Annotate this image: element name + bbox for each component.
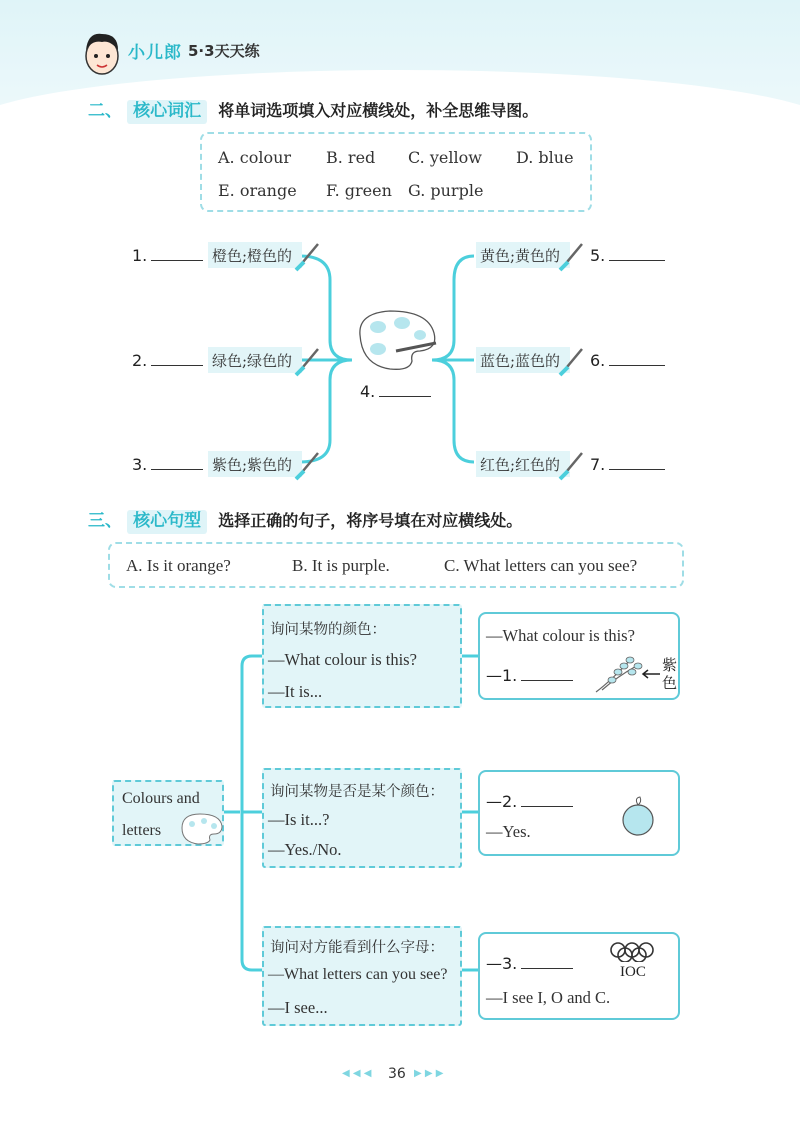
- dialogue-box-3: [478, 932, 680, 1020]
- arrow-left-icon: [640, 668, 662, 680]
- section3-instruction: 选择正确的句子，将序号填在对应横线处。: [218, 511, 523, 530]
- orange-fruit-icon: [618, 794, 658, 838]
- pattern-title: 询问某物是否是某个颜色：: [270, 784, 444, 800]
- word-tag-3: 紫色;紫色的: [208, 451, 302, 477]
- blank-1[interactable]: 1.: [132, 246, 203, 265]
- pattern-title: 询问某物的颜色：: [270, 622, 386, 638]
- blank-3[interactable]: 3.: [132, 455, 203, 474]
- blank-5[interactable]: 5.: [590, 246, 665, 265]
- ioc-label: IOC: [620, 964, 646, 980]
- pattern-line: —What colour is this?: [268, 650, 417, 669]
- sentence-option-c: C. What letters can you see?: [444, 556, 638, 575]
- option-g: G. purple: [408, 181, 484, 200]
- footer-right-arrows: ▶ ▶ ▶: [414, 1068, 444, 1079]
- page-number: 36: [388, 1066, 406, 1082]
- pattern-title: 询问对方能看到什么字母：: [270, 940, 444, 956]
- pattern-line: —Yes./No.: [268, 840, 342, 859]
- footer-left-arrows: ◀ ◀ ◀: [342, 1068, 372, 1079]
- section3-number: 三、: [88, 511, 122, 531]
- option-b: B. red: [326, 148, 376, 167]
- pattern-box-3: [262, 926, 462, 1026]
- pattern-line: —It is...: [268, 682, 323, 701]
- paintbrush-icon: [294, 240, 322, 272]
- dialogue-line: —What colour is this?: [486, 626, 635, 645]
- paintbrush-icon: [294, 449, 322, 481]
- blank-4[interactable]: 4.: [360, 382, 431, 401]
- palette-small-icon: [178, 812, 224, 846]
- sentence-option-a: A. Is it orange?: [126, 556, 231, 575]
- blank-s1[interactable]: —1.: [486, 666, 573, 685]
- pattern-line: —Is it...?: [268, 810, 330, 829]
- blank-s3[interactable]: —3.: [486, 954, 573, 973]
- blank-7[interactable]: 7.: [590, 455, 665, 474]
- paint-palette-icon: [350, 305, 440, 373]
- sentence-options-box: [108, 542, 684, 588]
- word-tag-7: 红色;红色的: [476, 451, 570, 477]
- paintbrush-icon: [558, 240, 586, 272]
- dialogue-box-2: [478, 770, 680, 856]
- brand-logo: 小儿郎: [128, 43, 182, 63]
- option-a: A. colour: [218, 148, 292, 167]
- paintbrush-icon: [558, 345, 586, 377]
- blank-6[interactable]: 6.: [590, 351, 665, 370]
- paintbrush-icon: [558, 449, 586, 481]
- section3-heading: [88, 506, 522, 531]
- paintbrush-icon: [294, 345, 322, 377]
- dialogue-line: —Yes.: [486, 822, 531, 841]
- blank-s2[interactable]: —2.: [486, 792, 573, 811]
- sentence-option-b: B. It is purple.: [292, 556, 390, 575]
- option-d: D. blue: [516, 148, 574, 167]
- pattern-line: —What letters can you see?: [268, 966, 448, 983]
- root-topic-box: [112, 780, 224, 846]
- lavender-icon: [592, 650, 646, 696]
- section2-number: 二、: [88, 101, 122, 121]
- blank-2[interactable]: 2.: [132, 351, 203, 370]
- word-tag-1: 橙色;橙色的: [208, 242, 302, 268]
- olympic-rings-icon: [608, 940, 668, 962]
- pattern-box-1: [262, 604, 462, 708]
- word-tag-5: 黄色;黄色的: [476, 242, 570, 268]
- pattern-box-2: [262, 768, 462, 868]
- option-e: E. orange: [218, 181, 297, 200]
- root-label-line1: Colours and: [122, 790, 200, 807]
- option-c: C. yellow: [408, 148, 482, 167]
- pattern-line: —I see...: [268, 998, 328, 1017]
- root-label-line2: letters: [122, 822, 162, 839]
- side-label-purple: 紫色: [662, 656, 678, 692]
- section2-instruction: 将单词选项填入对应横线处，补全思维导图。: [218, 101, 539, 120]
- mindmap-connectors: [0, 0, 800, 520]
- option-f: F. green: [326, 181, 392, 200]
- word-tag-6: 蓝色;蓝色的: [476, 347, 570, 373]
- series-title: 5·3天天练: [188, 42, 260, 60]
- dialogue-line: —I see I, O and C.: [486, 988, 611, 1007]
- section3-tag: 核心句型: [127, 510, 207, 534]
- dialogue-box-1: [478, 612, 680, 700]
- word-tag-2: 绿色;绿色的: [208, 347, 302, 373]
- section2-tag: 核心词汇: [127, 100, 207, 124]
